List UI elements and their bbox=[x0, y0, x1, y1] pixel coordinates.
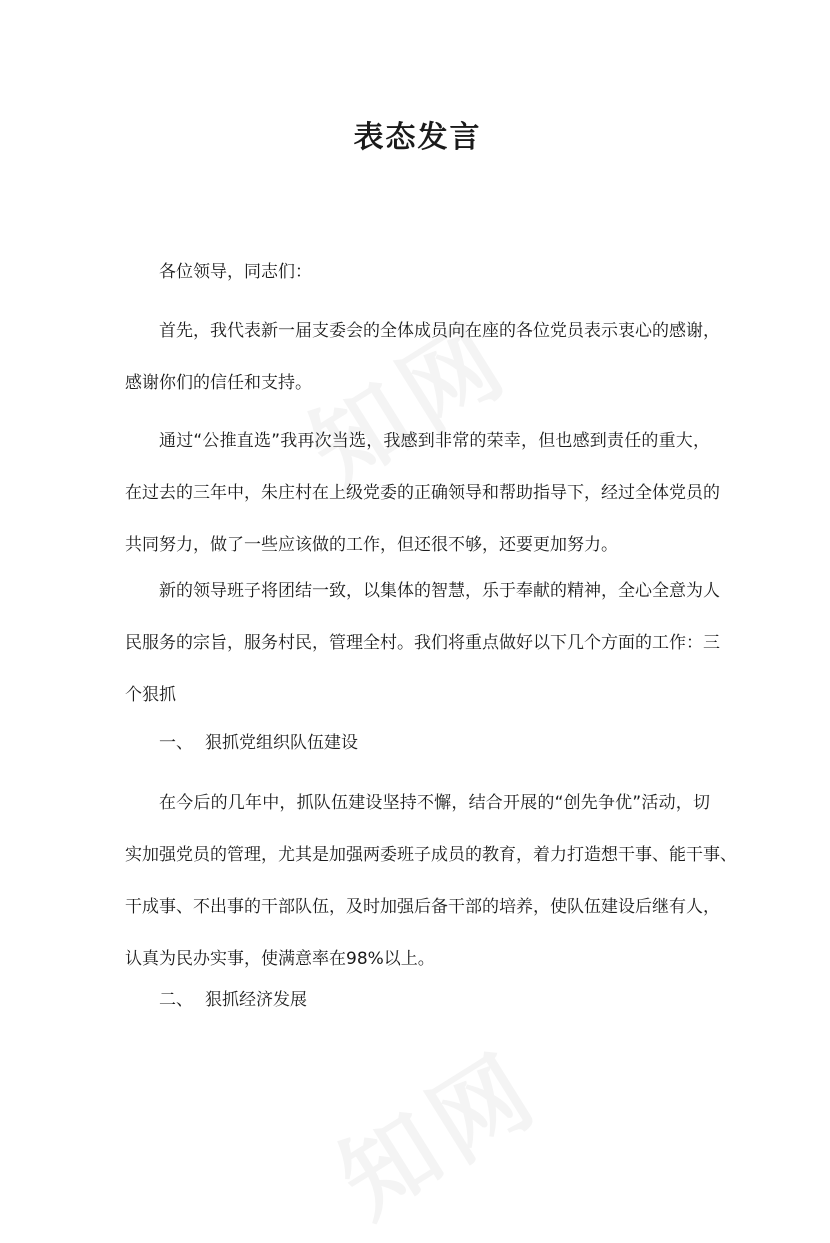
paragraph-line: 民服务的宗旨，服务村民，管理全村。我们将重点做好以下几个方面的工作：三 bbox=[125, 633, 720, 653]
paragraph-line: 共同努力，做了一些应该做的工作，但还很不够，还要更加努力。 bbox=[125, 535, 618, 555]
paragraph-line: 个狠抓 bbox=[125, 685, 176, 705]
paragraph-line: 通过“公推直选”我再次当选，我感到非常的荣幸，但也感到责任的重大， bbox=[159, 431, 710, 451]
watermark bbox=[310, 1014, 562, 1243]
paragraph-line: 干成事、不出事的干部队伍，及时加强后备干部的培养，使队伍建设后继有人， bbox=[125, 897, 720, 917]
paragraph-line: 在今后的几年中，抓队伍建设坚持不懈，结合开展的“创先争优”活动，切 bbox=[159, 793, 710, 813]
section-heading-text: 狠抓党组织队伍建设 bbox=[205, 733, 358, 753]
section-number: 一、 bbox=[159, 733, 193, 753]
paragraph-line: 感谢你们的信任和支持。 bbox=[125, 373, 312, 393]
section-heading-text: 狠抓经济发展 bbox=[205, 990, 307, 1010]
paragraph-1 bbox=[125, 305, 720, 409]
section-heading-2 bbox=[159, 974, 307, 1026]
section-1-body bbox=[125, 777, 737, 985]
paragraph-3 bbox=[125, 565, 720, 721]
salutation-text: 各位领导，同志们： bbox=[159, 262, 312, 282]
section-heading-1 bbox=[159, 717, 358, 769]
section-number: 二、 bbox=[159, 990, 193, 1010]
paragraph-line: 实加强党员的管理，尤其是加强两委班子成员的教育，着力打造想干事、能干事、 bbox=[125, 845, 737, 865]
paragraph-2 bbox=[125, 415, 720, 571]
salutation bbox=[125, 246, 710, 298]
paragraph-line: 认真为民办实事，使满意率在98%以上。 bbox=[125, 949, 435, 969]
paragraph-line: 在过去的三年中，朱庄村在上级党委的正确领导和帮助指导下，经过全体党员的 bbox=[125, 483, 720, 503]
page-title: 表态发言 bbox=[353, 120, 482, 155]
paragraph-line: 首先，我代表新一届支委会的全体成员向在座的各位党员表示衷心的感谢， bbox=[159, 321, 720, 341]
paragraph-line: 新的领导班子将团结一致，以集体的智慧，乐于奉献的精神，全心全意为人 bbox=[159, 581, 720, 601]
